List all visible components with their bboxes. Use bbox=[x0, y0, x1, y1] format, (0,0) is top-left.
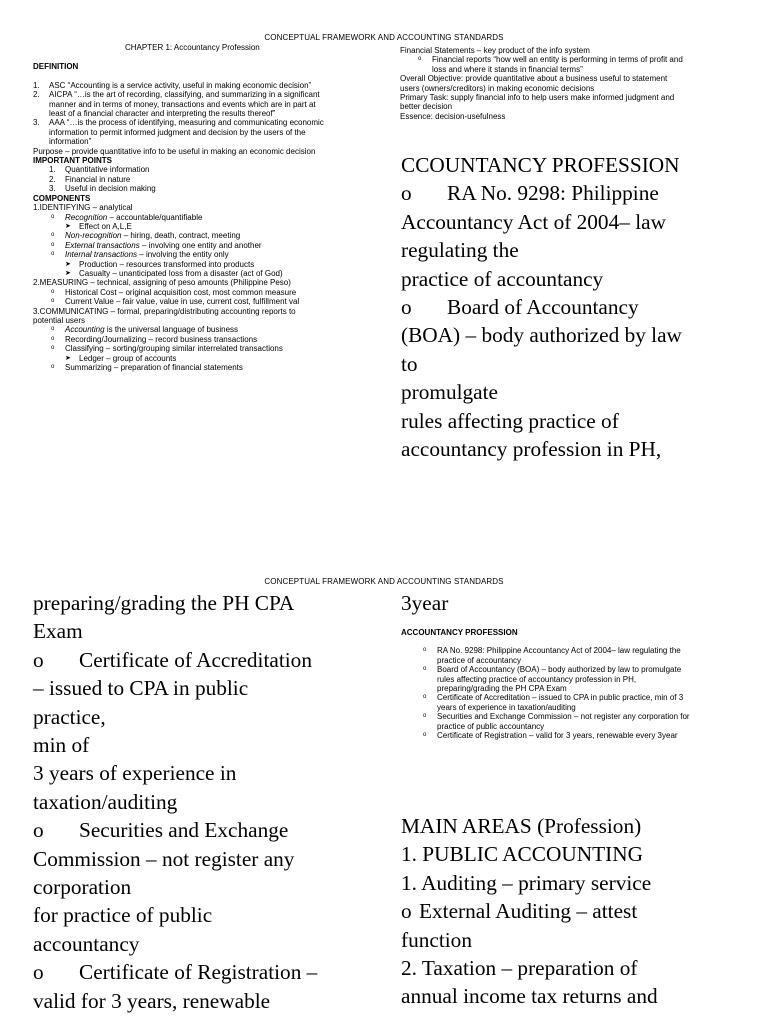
left-notes-column bbox=[33, 43, 398, 372]
chapter-title: CHAPTER 1: Accountancy Profession bbox=[125, 43, 260, 52]
circle-bullet-icon: o bbox=[51, 288, 55, 295]
circle-bullet-icon: o bbox=[51, 326, 55, 333]
list-item: o Securities and Exchange Commission – not register any corporation for practice of public accountancy bbox=[423, 712, 690, 731]
accountancy-profession-large-text: CCOUNTANCY PROFESSION o RA No. 9298: Philippine Accountancy Act of 2004– law regulating the practice of accountancy o Board of Accountancy (BOA) – body authorized by law to promulgate rules affecting practice of accountancy profession in PH, bbox=[401, 153, 682, 462]
document-page-2 bbox=[0, 556, 768, 1024]
list-item: o Current Value – fair value, value in use, current cost, fulfillment val bbox=[51, 297, 300, 307]
important-points-heading: IMPORTANT POINTS bbox=[33, 156, 112, 166]
accountancy-profession-heading: ACCOUNTANCY PROFESSION bbox=[401, 628, 518, 637]
circle-bullet-icon: o bbox=[51, 364, 55, 370]
list-item: ➤ Ledger – group of accounts bbox=[65, 353, 177, 363]
circle-bullet-icon: o bbox=[51, 232, 55, 239]
measuring-list bbox=[33, 288, 398, 307]
important-points-list bbox=[33, 165, 398, 193]
identifying-list bbox=[33, 213, 398, 279]
measuring-heading: 2.MEASURING – technical, assigning of peso amounts (Philippine Peso) bbox=[33, 278, 291, 288]
circle-bullet-icon: o bbox=[51, 213, 55, 220]
circle-bullet-icon: o bbox=[423, 713, 427, 720]
arrow-bullet-icon: ➤ bbox=[65, 269, 71, 277]
arrow-bullet-icon: ➤ bbox=[65, 354, 71, 362]
circle-bullet-icon: o bbox=[51, 298, 55, 305]
list-item: o Classifying – sorting/grouping similar interrelated transactions bbox=[51, 344, 283, 354]
circle-bullet-icon: o bbox=[423, 732, 427, 739]
threeyear-text: 3year bbox=[401, 591, 449, 615]
arrow-bullet-icon: ➤ bbox=[65, 260, 71, 268]
primary-task: Primary Task: supply financial info to help users make informed judgment and bbox=[400, 93, 675, 103]
circle-bullet-icon: o bbox=[423, 647, 427, 654]
list-item: ➤ Production – resources transformed into products bbox=[65, 259, 255, 269]
left-large-text: preparing/grading the PH CPA Exam o Certificate of Accreditation – issued to CPA in public practice, min of 3 years of experience in taxation/auditing o Securities and Exchange Commission – not register any corporation for practice of public accountancy o Certificate of Registration – valid for 3 years, renewable bbox=[33, 591, 318, 1013]
list-item: o Recording/Journalizing – record business transactions bbox=[51, 334, 258, 344]
page-gap bbox=[0, 540, 768, 556]
list-item: 1. ASC “Accounting is a service activity, useful in making economic decision” bbox=[33, 80, 312, 90]
page-header: CONCEPTUAL FRAMEWORK AND ACCOUNTING STANDARDS bbox=[264, 577, 504, 586]
financial-statements-line: Financial Statements – key product of the info system bbox=[400, 46, 590, 55]
list-item: ➤ Effect on A,L,E bbox=[65, 221, 132, 231]
definition-heading: DEFINITION bbox=[33, 62, 79, 72]
circle-bullet-icon: o bbox=[418, 56, 422, 63]
list-item: o Summarizing – preparation of financial statements bbox=[51, 363, 243, 372]
definition-list bbox=[33, 81, 398, 147]
list-item: o Accounting is the universal language of business bbox=[51, 325, 239, 335]
list-item: o Financial reports “how well an entity is performing in terms of profit and loss and where it stands in financial terms” bbox=[418, 55, 683, 74]
list-item: o Non-recognition – hiring, death, contract, meeting bbox=[51, 231, 241, 241]
circle-bullet-icon: o bbox=[423, 694, 427, 701]
circle-bullet-icon: o bbox=[51, 241, 55, 248]
circle-bullet-icon: o bbox=[51, 251, 55, 258]
identifying-heading: 1.IDENTIFYING – analytical bbox=[33, 203, 133, 213]
circle-bullet-icon: o bbox=[51, 345, 55, 352]
main-areas-large-text: MAIN AREAS (Profession) 1. PUBLIC ACCOUNTING 1. Auditing – primary service o External Auditing – attest function 2. Taxation – preparation of annual income tax returns and bbox=[401, 814, 658, 1009]
page-header: CONCEPTUAL FRAMEWORK AND ACCOUNTING STANDARDS bbox=[264, 33, 504, 42]
arrow-bullet-icon: ➤ bbox=[65, 222, 71, 230]
list-item: o Board of Accountancy (BOA) – body authorized by law to promulgate rules affecting practice of accountancy profession in PH, preparing/grading the PH CPA Exam bbox=[423, 665, 682, 694]
list-item: o RA No. 9298: Philippine Accountancy Act of 2004– law regulating the practice of accountancy bbox=[423, 646, 681, 665]
list-item: o Historical Cost – original acquisition cost, most common measure bbox=[51, 287, 297, 297]
list-item: 2. Financial in nature bbox=[49, 174, 131, 184]
list-item: 1. Quantitative information bbox=[49, 165, 150, 175]
overall-objective: Overall Objective: provide quantitative about a business useful to statement bbox=[400, 74, 668, 84]
list-item: 2. AICPA “…is the art of recording, classifying, and summarizing in a significant manner and in terms of money, transactions and events which are in part at least of a financial character and interpreting the results thereof” bbox=[33, 90, 320, 119]
list-item: ➤ Casualty – unanticipated loss from a disaster (act of God) bbox=[65, 268, 283, 278]
right-notes-column: Financial Statements – key product of the info system o Financial reports “how well an entity is performing in terms of profit and loss and where it stands in financial terms” Overall Objective: provide quantitative about a business useful to statement users (owners/creditors) in making economic decisions Primary Task: supply financial info to help users make informed judgment and better decision Essence: decision-usefulness bbox=[400, 46, 745, 121]
list-item: 3. AAA “…is the process of identifying, measuring and communicating economic information to permit informed judgment and decision by the users of the information” bbox=[33, 118, 324, 147]
list-item: o Certificate of Accreditation – issued to CPA in public practice, min of 3 years of experience in taxation/auditing bbox=[423, 693, 684, 712]
communicating-heading-cont: potential users bbox=[33, 315, 86, 325]
circle-bullet-icon: o bbox=[423, 666, 427, 673]
components-heading: COMPONENTS bbox=[33, 193, 91, 203]
accountancy-profession-list bbox=[401, 646, 746, 740]
list-item: o External transactions – involving one entity and another bbox=[51, 240, 262, 250]
purpose-line: Purpose – provide quantitative info to be useful in making an economic decision bbox=[33, 146, 316, 156]
list-item: o Certificate of Registration – valid for 3 years, renewable every 3year bbox=[423, 731, 678, 741]
list-item: o Recognition – accountable/quantifiable bbox=[51, 212, 203, 222]
communicating-list bbox=[33, 325, 398, 372]
accountancy-profession-notes bbox=[401, 628, 746, 740]
list-item: 3. Useful in decision making bbox=[49, 184, 156, 194]
circle-bullet-icon: o bbox=[51, 335, 55, 342]
communicating-heading: 3.COMMUNICATING – formal, preparing/distributing accounting reports to bbox=[33, 306, 296, 316]
essence-line: Essence: decision-usefulness bbox=[400, 111, 506, 121]
list-item: o Internal transactions – involving the entity only bbox=[51, 250, 229, 260]
